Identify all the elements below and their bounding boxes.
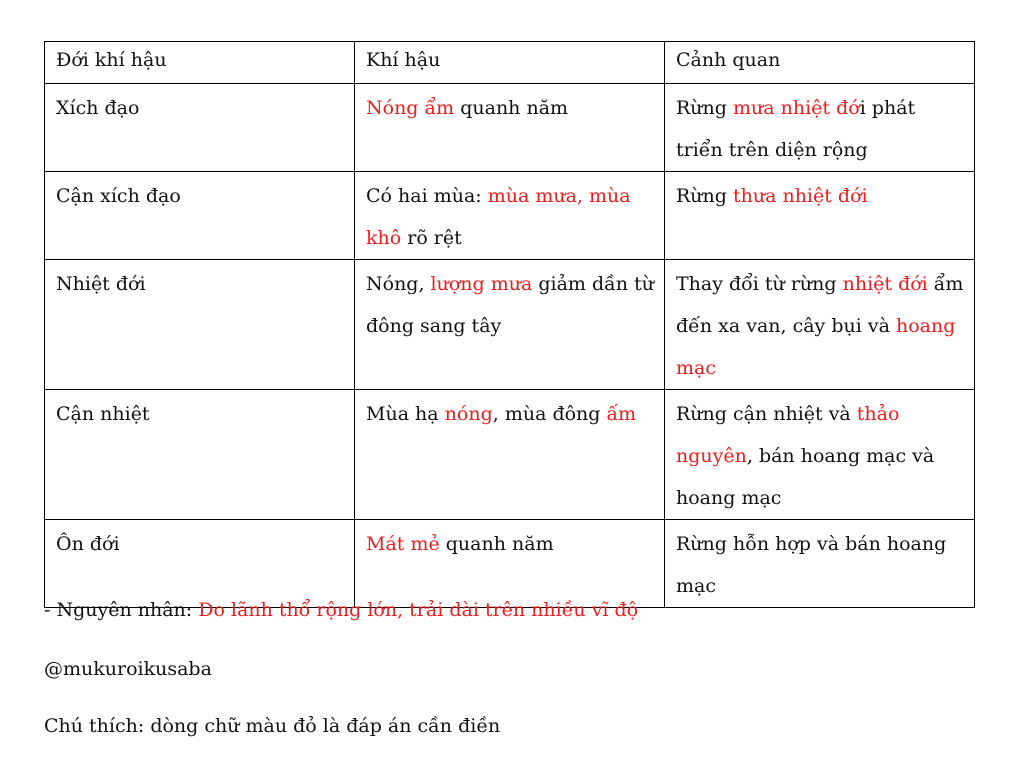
climate-cell — [355, 390, 665, 520]
cell-text: , mùa đông — [492, 403, 607, 425]
answer-text: mưa nhiệt đớ — [732, 97, 860, 119]
cell-text: Có hai mùa: — [366, 185, 488, 207]
zone-cell: Xích đạo — [45, 84, 355, 172]
answer-text: Nóng ẩm — [366, 97, 455, 119]
table-row — [45, 84, 975, 172]
cell-text: giảm dần từ đông sang tây — [366, 273, 654, 337]
cell-text: i phát triển trên diện rộng — [676, 97, 916, 161]
table-row — [45, 520, 975, 608]
answer-text: mùa mưa, mùa khô — [366, 185, 631, 249]
climate-cell — [355, 172, 665, 260]
cell-text: Rừng hỗn hợp và bán hoang mạc — [676, 533, 947, 597]
legend-note: Chú thích: dòng chữ màu đỏ là đáp án cần điền — [44, 715, 501, 737]
header-landscape: Cảnh quan — [665, 42, 975, 84]
cell-text: Rừng — [676, 97, 733, 119]
cell-text: Rừng cận nhiệt và — [676, 403, 857, 425]
cell-text: Thay đổi từ rừng — [676, 273, 843, 295]
answer-text: hoang mạc — [676, 315, 956, 379]
cause-answer: Do lãnh thổ rộng lớn, trải dài trên nhiều vĩ độ — [198, 599, 639, 621]
zone-cell: Ôn đới — [45, 520, 355, 608]
header-zone: Đới khí hậu — [45, 42, 355, 84]
author-handle: @mukuroikusaba — [44, 658, 212, 680]
cell-text: quanh năm — [439, 533, 554, 555]
cell-text: Mùa hạ — [366, 403, 445, 425]
table-header-row — [45, 42, 975, 84]
climate-table — [44, 41, 975, 608]
cell-text: quanh năm — [454, 97, 569, 119]
climate-cell — [355, 520, 665, 608]
zone-cell: Cận xích đạo — [45, 172, 355, 260]
answer-text: ấm — [606, 403, 637, 425]
cell-text: ẩm đến xa van, cây bụi và — [676, 273, 964, 337]
answer-text: lượng mưa — [430, 273, 533, 295]
answer-text: thưa nhiệt đới — [732, 185, 868, 207]
table-row — [45, 390, 975, 520]
answer-text: Mát mẻ — [366, 533, 440, 555]
answer-text: nóng — [444, 403, 493, 425]
climate-cell — [355, 260, 665, 390]
cause-label: - Nguyên nhân: — [44, 599, 199, 621]
cell-text: , bán hoang mạc và hoang mạc — [676, 445, 935, 509]
landscape-cell — [665, 172, 975, 260]
cause-line — [44, 597, 638, 623]
header-climate: Khí hậu — [355, 42, 665, 84]
answer-text: thảo nguyên — [676, 403, 900, 467]
zone-cell: Cận nhiệt — [45, 390, 355, 520]
landscape-cell — [665, 260, 975, 390]
table-row — [45, 260, 975, 390]
landscape-cell — [665, 520, 975, 608]
cell-text: rõ rệt — [401, 227, 462, 249]
table-row — [45, 172, 975, 260]
climate-cell — [355, 84, 665, 172]
cell-text: Nóng, — [366, 273, 431, 295]
answer-text: nhiệt đới — [842, 273, 928, 295]
cell-text: Rừng — [676, 185, 733, 207]
landscape-cell — [665, 390, 975, 520]
landscape-cell — [665, 84, 975, 172]
zone-cell: Nhiệt đới — [45, 260, 355, 390]
